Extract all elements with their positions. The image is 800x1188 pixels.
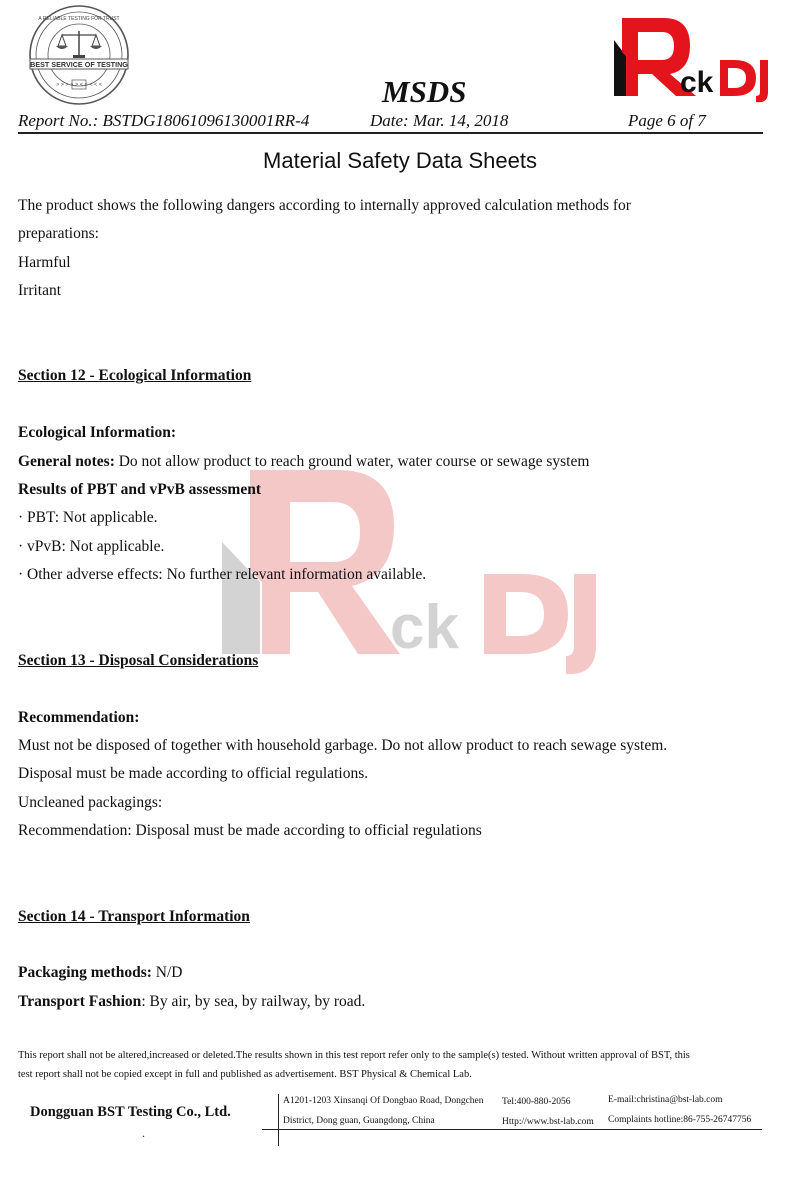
- doc-type-title: MSDS: [382, 74, 467, 109]
- address-line: District, Dong guan, Guangdong, China: [283, 1116, 435, 1126]
- packaging-methods: [18, 963, 183, 983]
- hazard-item: Irritant: [18, 282, 62, 299]
- pbt-heading: Results of PBT and vPvB assessment: [18, 481, 262, 498]
- report-number: Report No.: BSTDG18061096130001RR-4: [18, 111, 310, 130]
- footer-dot: .: [142, 1126, 145, 1140]
- hazard-item: Harmful: [18, 254, 71, 271]
- company-name: Dongguan BST Testing Co., Ltd.: [30, 1104, 231, 1120]
- bst-seal-logo: [28, 4, 130, 106]
- footer-divider: [278, 1094, 279, 1146]
- report-date: Date: Mar. 14, 2018: [370, 111, 509, 130]
- report-info-bar: [18, 111, 763, 134]
- list-item: · Other adverse effects: No further relevant information available.: [18, 566, 427, 583]
- section-13-heading: Section 13 - Disposal Considerations: [18, 652, 259, 669]
- contact-hotline: Complaints hotline:86-755-26747756: [608, 1115, 752, 1125]
- text-line: Recommendation: Disposal must be made according to official regulations: [18, 822, 482, 839]
- transport-value: : By air, by sea, by railway, by road.: [141, 993, 366, 1010]
- section-12-heading: Section 12 - Ecological Information: [18, 367, 252, 384]
- general-notes-text: Do not allow product to reach ground water, water course or sewage system: [114, 453, 590, 470]
- text-line: Disposal must be made according to official regulations.: [18, 765, 369, 782]
- intro-line: The product shows the following dangers according to internally approved calculation methods for: [18, 197, 631, 214]
- packaging-value: N/D: [151, 964, 183, 981]
- page-title: Material Safety Data Sheets: [263, 148, 537, 173]
- section-14-heading: Section 14 - Transport Information: [18, 908, 250, 925]
- svg-text:ck: ck: [680, 66, 714, 99]
- footer-notice: test report shall not be copied except in full and published as advertisement. BST Physical & Chemical Lab.: [18, 1069, 472, 1080]
- page-indicator: Page 6 of 7: [628, 111, 706, 130]
- general-notes: [18, 452, 589, 472]
- packaging-label: Packaging methods:: [18, 964, 152, 981]
- contact-web: Http://www.bst-lab.com: [502, 1117, 594, 1127]
- rckdj-logo: [612, 12, 772, 104]
- address-line: A1201-1203 Xinsanqi Of Dongbao Road, Dongchen: [283, 1096, 484, 1106]
- text-line: Uncleaned packagings:: [18, 794, 163, 811]
- list-item: · PBT: Not applicable.: [18, 509, 158, 526]
- svg-text:> > > > > < < < < <: > > > > > < < < < <: [56, 82, 102, 88]
- svg-text:BEST SERVICE OF TESTING: BEST SERVICE OF TESTING: [30, 60, 128, 69]
- list-item: · vPvB: Not applicable.: [18, 538, 165, 555]
- text-line: Must not be disposed of together with household garbage. Do not allow product to reach sewage system.: [18, 737, 668, 754]
- svg-text:A RELIABLE TESTING FOR TRUST: A RELIABLE TESTING FOR TRUST: [38, 16, 120, 22]
- transport-fashion: [18, 992, 365, 1012]
- footer-notice: This report shall not be altered,increased or deleted.The results shown in this test report refer only to the sample(s) tested. Without written approval of BST, this: [18, 1050, 690, 1061]
- contact-email: E-mail:christina@bst-lab.com: [608, 1095, 723, 1105]
- section-subheading: Ecological Information:: [18, 424, 176, 441]
- section-subheading: Recommendation:: [18, 709, 140, 726]
- contact-tel: Tel:400-880-2056: [502, 1097, 571, 1107]
- footer-divider: [262, 1129, 762, 1130]
- transport-label: Transport Fashion: [18, 993, 142, 1010]
- svg-text:ck: ck: [390, 593, 459, 662]
- general-notes-label: General notes:: [18, 453, 115, 470]
- intro-line: preparations:: [18, 225, 99, 242]
